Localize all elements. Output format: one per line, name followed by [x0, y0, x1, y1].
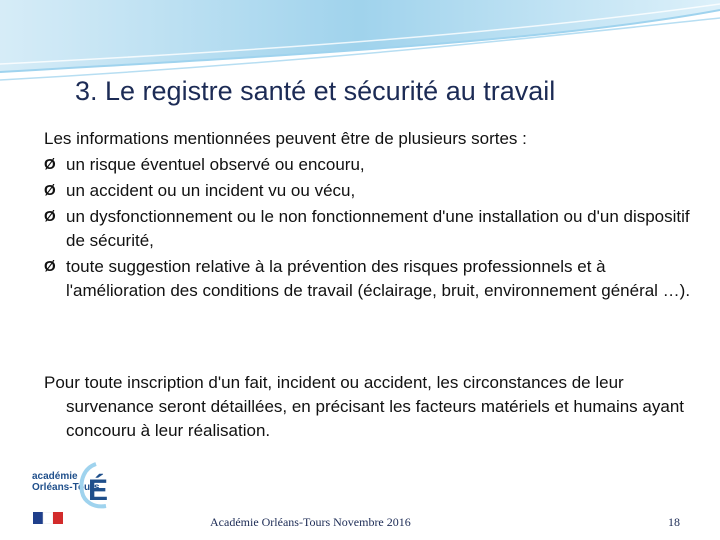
bullet-list: [44, 153, 694, 305]
list-item: Ø toute suggestion relative à la prévention des risques professionnels et à l'amélioration des conditions de travail (éclairage, bruit, environnement général …).: [44, 257, 691, 300]
svg-text:É: É: [88, 474, 109, 507]
list-item: Ø un dysfonctionnement ou le non fonctionnement d'une installation ou d'un dispositif de sécurité,: [44, 207, 690, 250]
logo-line-academie: académie: [32, 471, 78, 482]
arrow-bullet-icon: Ø: [44, 156, 56, 173]
list-item: Ø un risque éventuel observé ou encouru,: [44, 153, 694, 177]
academie-logo: [20, 462, 120, 532]
body-paragraph: Pour toute inscription d'un fait, incident ou accident, les circonstances de leur survenance seront détaillées, en précisant les facteurs matériels et humains ayant concouru à leur réalisation.: [44, 373, 684, 440]
logo-line-orleans-tours: Orléans-Tours: [32, 482, 100, 493]
arrow-bullet-icon: Ø: [44, 208, 56, 225]
intro-text: Les informations mentionnées peuvent être de plusieurs sortes :: [44, 129, 527, 148]
slide-title: 3. Le registre santé et sécurité au travail: [75, 76, 556, 106]
arrow-bullet-icon: Ø: [44, 182, 56, 199]
arrow-bullet-icon: Ø: [44, 258, 56, 275]
page-number: 18: [668, 515, 680, 529]
logo-e-icon: [76, 462, 116, 510]
french-republic-flag-icon: [33, 512, 63, 524]
list-item: Ø un accident ou un incident vu ou vécu,: [44, 179, 694, 203]
footer-text: Académie Orléans-Tours Novembre 2016: [210, 515, 411, 529]
